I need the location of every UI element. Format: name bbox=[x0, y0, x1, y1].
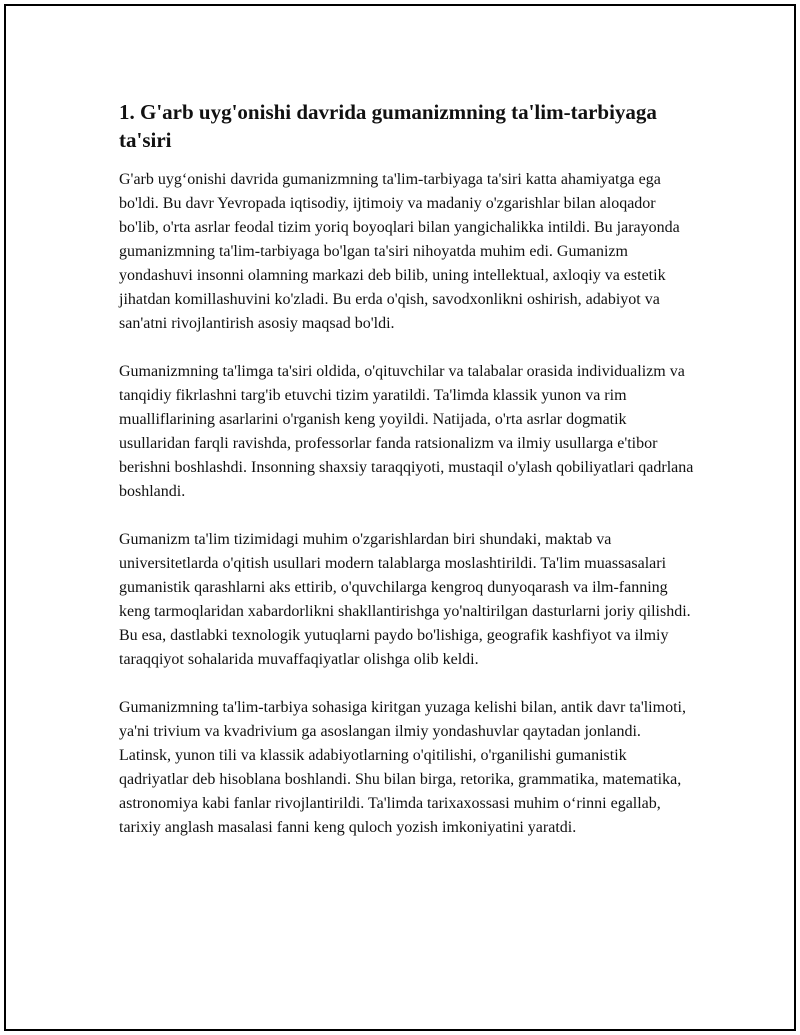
section-title: 1. G'arb uyg'onishi davrida gumanizmning ta'lim-tarbiyaga ta'siri bbox=[119, 100, 657, 152]
paragraph-4: Gumanizmning ta'lim-tarbiya sohasiga kiritgan yuzaga kelishi bilan, antik davr ta'limoti, ya'ni trivium va kvadrivium ga asoslangan ilmiy yondashuvlar qaytadan jonlandi. Latinsk, yunon tili va klassik adabiyotlarning o'qitilishi, o'rganilishi gumanistik qadriyatlar deb hisoblana boshlandi. Shu bilan birga, retorika, grammatika, matematika, astronomiya kabi fanlar rivojlantirildi. Ta'limda tarixaxossasi muhim o‘rinni egallab, tarixiy anglash masalasi fanni keng quloch yozish imkoniyatini yaratdi. bbox=[119, 699, 686, 836]
document-content bbox=[119, 98, 694, 864]
paragraph-2: Gumanizmning ta'limga ta'siri oldida, o'qituvchilar va talabalar orasida individualizm va tanqidiy fikrlashni targ'ib etuvchi tizim yaratildi. Ta'limda klassik yunon va rim mualliflarining asarlarini o'rganish keng yoyildi. Natijada, o'rta asrlar dogmatik usullaridan farqli ravishda, professorlar fanda ratsionalizm va ilmiy usullarga e'tibor berishni boshlashdi. Insonning shaxsiy taraqqiyoti, mustaqil o'ylash qobiliyatlari qadrlana boshlandi. bbox=[119, 363, 694, 500]
paragraph-3: Gumanizm ta'lim tizimidagi muhim o'zgarishlardan biri shundaki, maktab va universitetlarda o'qitish usullari modern talablarga moslashtirildi. Ta'lim muassasalari gumanistik qarashlarni aks ettirib, o'quvchilarga kengroq dunyoqarash va ilm-fanning keng tarmoqlaridan xabardorlikni shakllantirishga yo'naltirilgan dasturlarni joriy qilishdi. Bu esa, dastlabki texnologik yutuqlarni paydo bo'lishiga, geografik kashfiyot va ilmiy taraqqiyot sohalarida muvaffaqiyatlar olishga olib keldi. bbox=[119, 531, 691, 668]
paragraph-1: G'arb uyg‘onishi davrida gumanizmning ta'lim-tarbiyaga ta'siri katta ahamiyatga ega bo'ldi. Bu davr Yevropada iqtisodiy, ijtimoiy va madaniy o'zgarishlar bilan aloqador bo'lib, o'rta asrlar feodal tizim yoriq boyoqlari bilan yangichalikka intildi. Bu jarayonda gumanizmning ta'lim-tarbiyaga bo'lgan ta'siri nihoyatda muhim edi. Gumanizm yondashuvi insonni olamning markazi deb bilib, uning intellektual, axloqiy va estetik jihatdan komillashuvini ko'zladi. Bu erda o'qish, savodxonlikni oshirish, adabiyot va san'atni rivojlantirish asosiy maqsad bo'ldi. bbox=[119, 171, 680, 332]
document-page bbox=[4, 4, 796, 1031]
